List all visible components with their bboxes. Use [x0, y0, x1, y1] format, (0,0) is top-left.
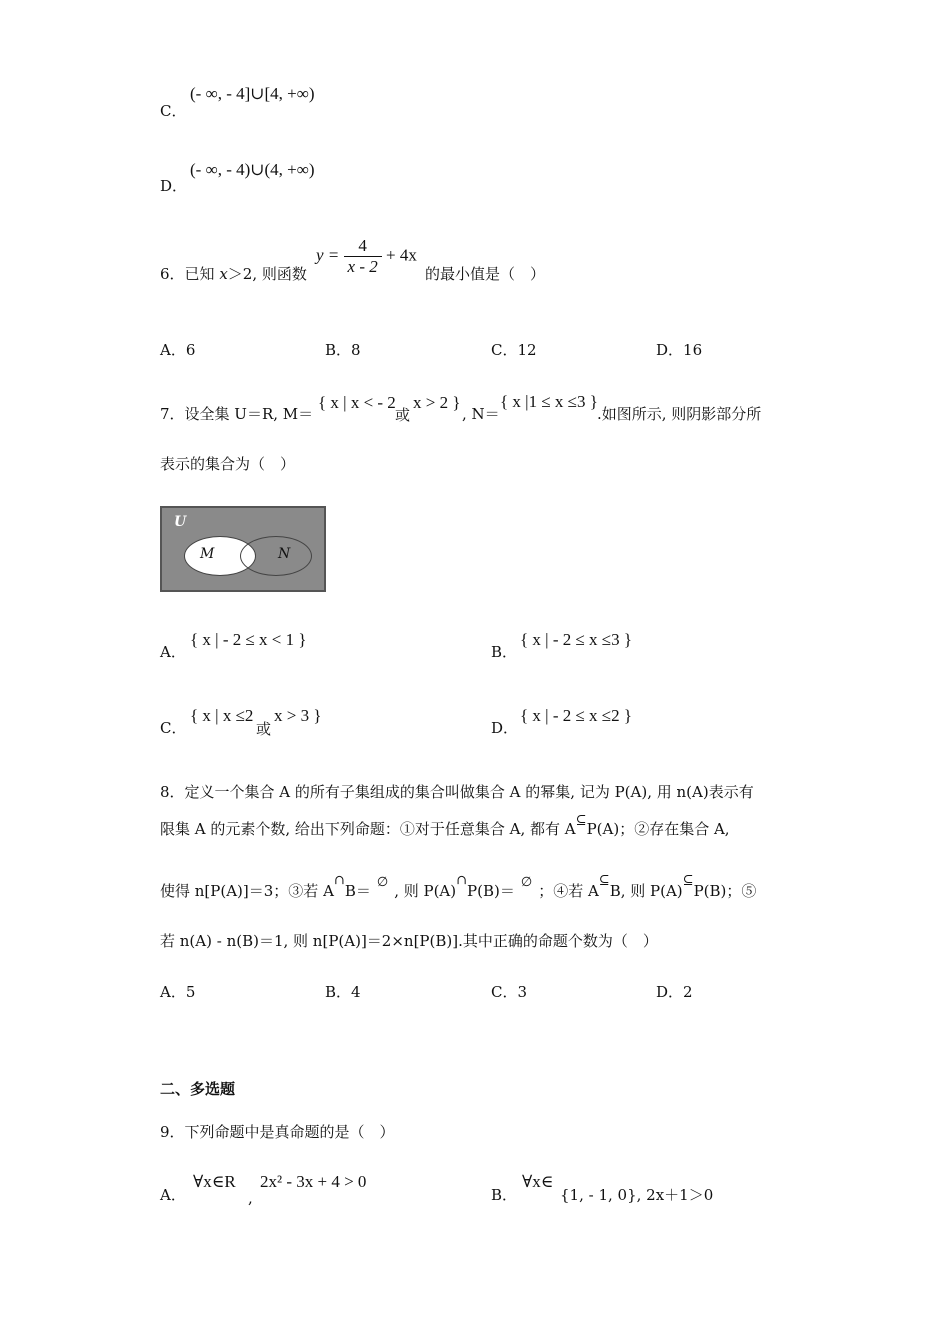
q7-or: 或	[395, 406, 411, 424]
venn-label-n: N	[278, 546, 291, 562]
q7-option-a-label: A．	[160, 643, 186, 661]
q7-option-c-math: { x | x ≤2	[190, 706, 254, 725]
q9-option-a-label: A．	[160, 1186, 186, 1204]
q7-stem-tail: .如图所示, 则阴影部分所	[597, 405, 762, 423]
venn-circle-n	[240, 536, 312, 576]
venn-label-u: U	[174, 514, 187, 530]
q9-option-b-rest: {1, - 1, 0}, 2x＋1＞0	[560, 1186, 714, 1204]
q9-stem: 9．下列命题中是真命题的是（ ）	[160, 1123, 395, 1141]
q9-option-a-quantifier: ∀x∈R	[193, 1172, 236, 1191]
q5-option-d-label: D．	[160, 177, 188, 195]
q8-line3: 使得 n[P(A)]＝3；③若 A∩B＝ ∅ , 则 P(A)∩P(B)＝ ∅ ；④若 A⊆B, 则 P(A)⊆P(B)；⑤	[160, 873, 757, 900]
q6-function-formula: y = $\frac{4}{x - 2}$ + 4x	[316, 236, 417, 276]
q7-option-c-math2: x > 3 }	[274, 706, 322, 725]
q8-line1: 8．定义一个集合 A 的所有子集组成的集合叫做集合 A 的幂集, 记为 P(A), 用 n(A)表示有	[160, 783, 754, 801]
q7-n-lead: , N＝	[462, 405, 500, 423]
q8-option-d: D．2	[656, 983, 693, 1001]
q8-line4: 若 n(A) - n(B)＝1, 则 n[P(A)]＝2×n[P(B)].其中正确的命题个数为（ ）	[160, 932, 658, 950]
section-title: 二、多选题	[160, 1080, 236, 1098]
venn-diagram	[160, 506, 326, 592]
q7-stem-line2: 表示的集合为（ ）	[160, 455, 296, 473]
q6-option-a: A．6	[160, 341, 196, 359]
q7-option-d-label: D．	[491, 719, 519, 737]
q8-line2: 限集 A 的元素个数, 给出下列命题：①对于任意集合 A, 都有 A⊆P(A)；②存在集合 A,	[160, 813, 730, 838]
q7-option-b-label: B．	[491, 643, 518, 661]
q5-option-c-math: (- ∞, - 4]∪[4, +∞)	[190, 84, 315, 103]
q7-stem-lead: 7．设全集 U＝R, M＝	[160, 405, 314, 423]
q7-option-d-math: { x | - 2 ≤ x ≤2 }	[520, 706, 633, 725]
q5-option-d-math: (- ∞, - 4)∪(4, +∞)	[190, 160, 315, 179]
venn-label-m: M	[200, 546, 215, 562]
q9-option-b-label: B．	[491, 1186, 518, 1204]
q6-stem: 6．已知 x＞2, 则函数	[160, 265, 307, 283]
q6-option-c: C．12	[491, 341, 537, 359]
q8-option-b: B．4	[325, 983, 361, 1001]
q7-option-a-math: { x | - 2 ≤ x < 1 }	[190, 630, 307, 649]
q7-option-c-label: C．	[160, 719, 187, 737]
q5-option-c-label: C．	[160, 102, 187, 120]
q7-set-n: { x |1 ≤ x ≤3 }	[500, 392, 598, 411]
q6-option-b: B．8	[325, 341, 361, 359]
q7-set-m: { x | x < - 2	[318, 393, 396, 412]
q8-option-c: C．3	[491, 983, 528, 1001]
q9-option-a-comma: ,	[248, 1189, 253, 1207]
q6-option-d: D．16	[656, 341, 703, 359]
q7-option-c-or: 或	[256, 720, 272, 738]
q9-option-b-quantifier: ∀x∈	[522, 1172, 554, 1191]
q7-set-m-part2: x > 2 }	[413, 393, 461, 412]
q6-stem-tail: 的最小值是（ ）	[425, 265, 546, 283]
q8-option-a: A．5	[160, 983, 196, 1001]
q7-option-b-math: { x | - 2 ≤ x ≤3 }	[520, 630, 633, 649]
q9-option-a-math: 2x² - 3x + 4 > 0	[260, 1172, 367, 1191]
